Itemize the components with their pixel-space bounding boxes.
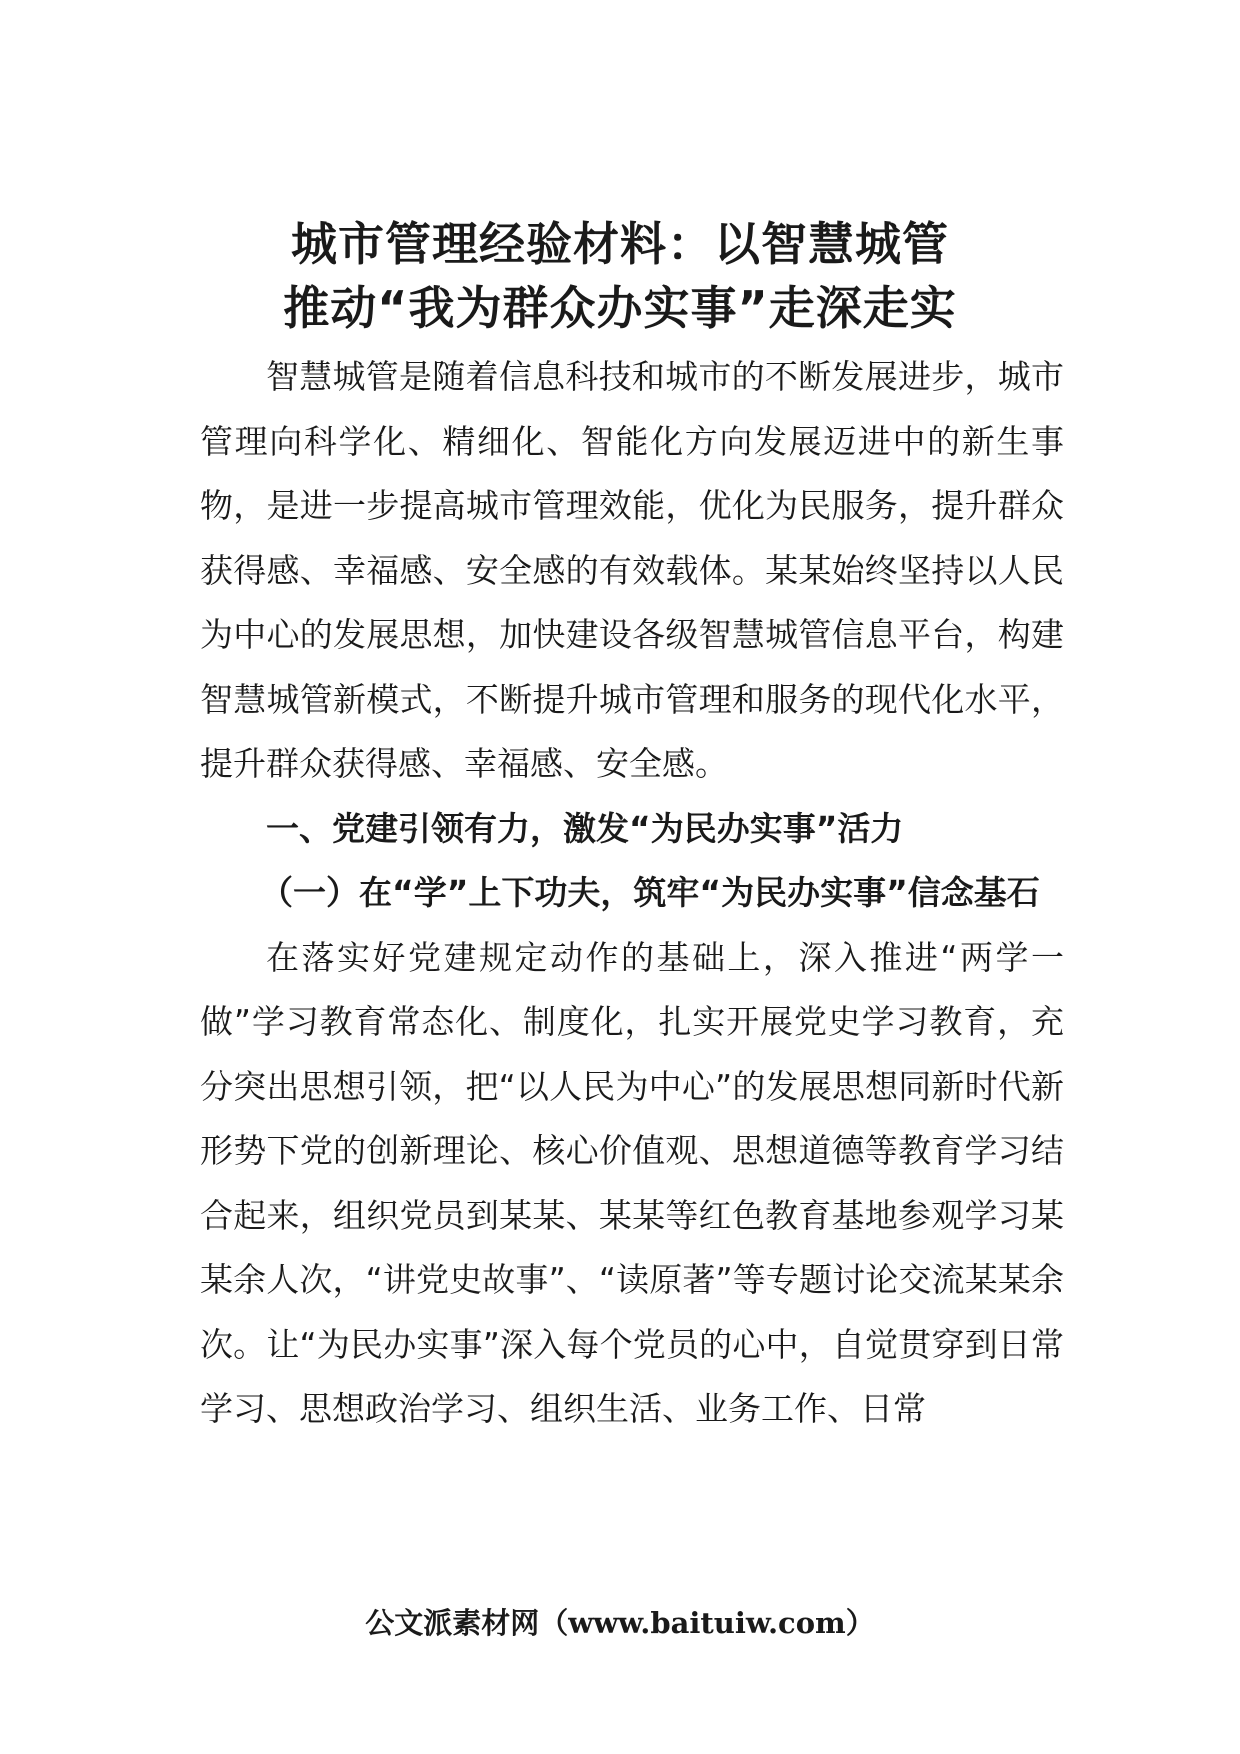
intro-paragraph: 智慧城管是随着信息科技和城市的不断发展进步，城市管理向科学化、精细化、智能化方向发展迈进中的新生事物，是进一步提高城市管理效能，优化为民服务，提升群众获得感、幸福感、安全感的有效载体。某某始终坚持以人民为中心的发展思想，加快建设各级智慧城管信息平台，构建智慧城管新模式，不断提升城市管理和服务的现代化水平，提升群众获得感、幸福感、安全感。 xyxy=(200,357,1064,783)
document-body xyxy=(200,345,1064,1442)
title-line-1: 城市管理经验材料：以智慧城管 xyxy=(291,217,949,271)
subsection-heading: （一）在“学”上下功夫，筑牢“为民办实事”信念基石 xyxy=(260,873,1040,912)
document-title xyxy=(0,212,1240,340)
body-paragraph: 在落实好党建规定动作的基础上，深入推进“两学一做”学习教育常态化、制度化，扎实开展党史学习教育，充分突出思想引领，把“以人民为中心”的发展思想同新时代新形势下党的创新理论、核心价值观、思想道德等教育学习结合起来，组织党员到某某、某某等红色教育基地参观学习某某余人次，“讲党史故事”、“读原著”等专题讨论交流某某余次。让“为民办实事”深入每个党员的心中，自觉贯穿到日常学习、思想政治学习、组织生活、业务工作、日常 xyxy=(200,937,1064,1428)
section-heading: 一、党建引领有力，激发“为民办实事”活力 xyxy=(266,808,904,848)
footer-watermark-text: 公文派素材网（www.baituiw.com） xyxy=(365,1606,875,1640)
title-line-2: 推动“我为群众办实事”走深走实 xyxy=(283,281,957,335)
